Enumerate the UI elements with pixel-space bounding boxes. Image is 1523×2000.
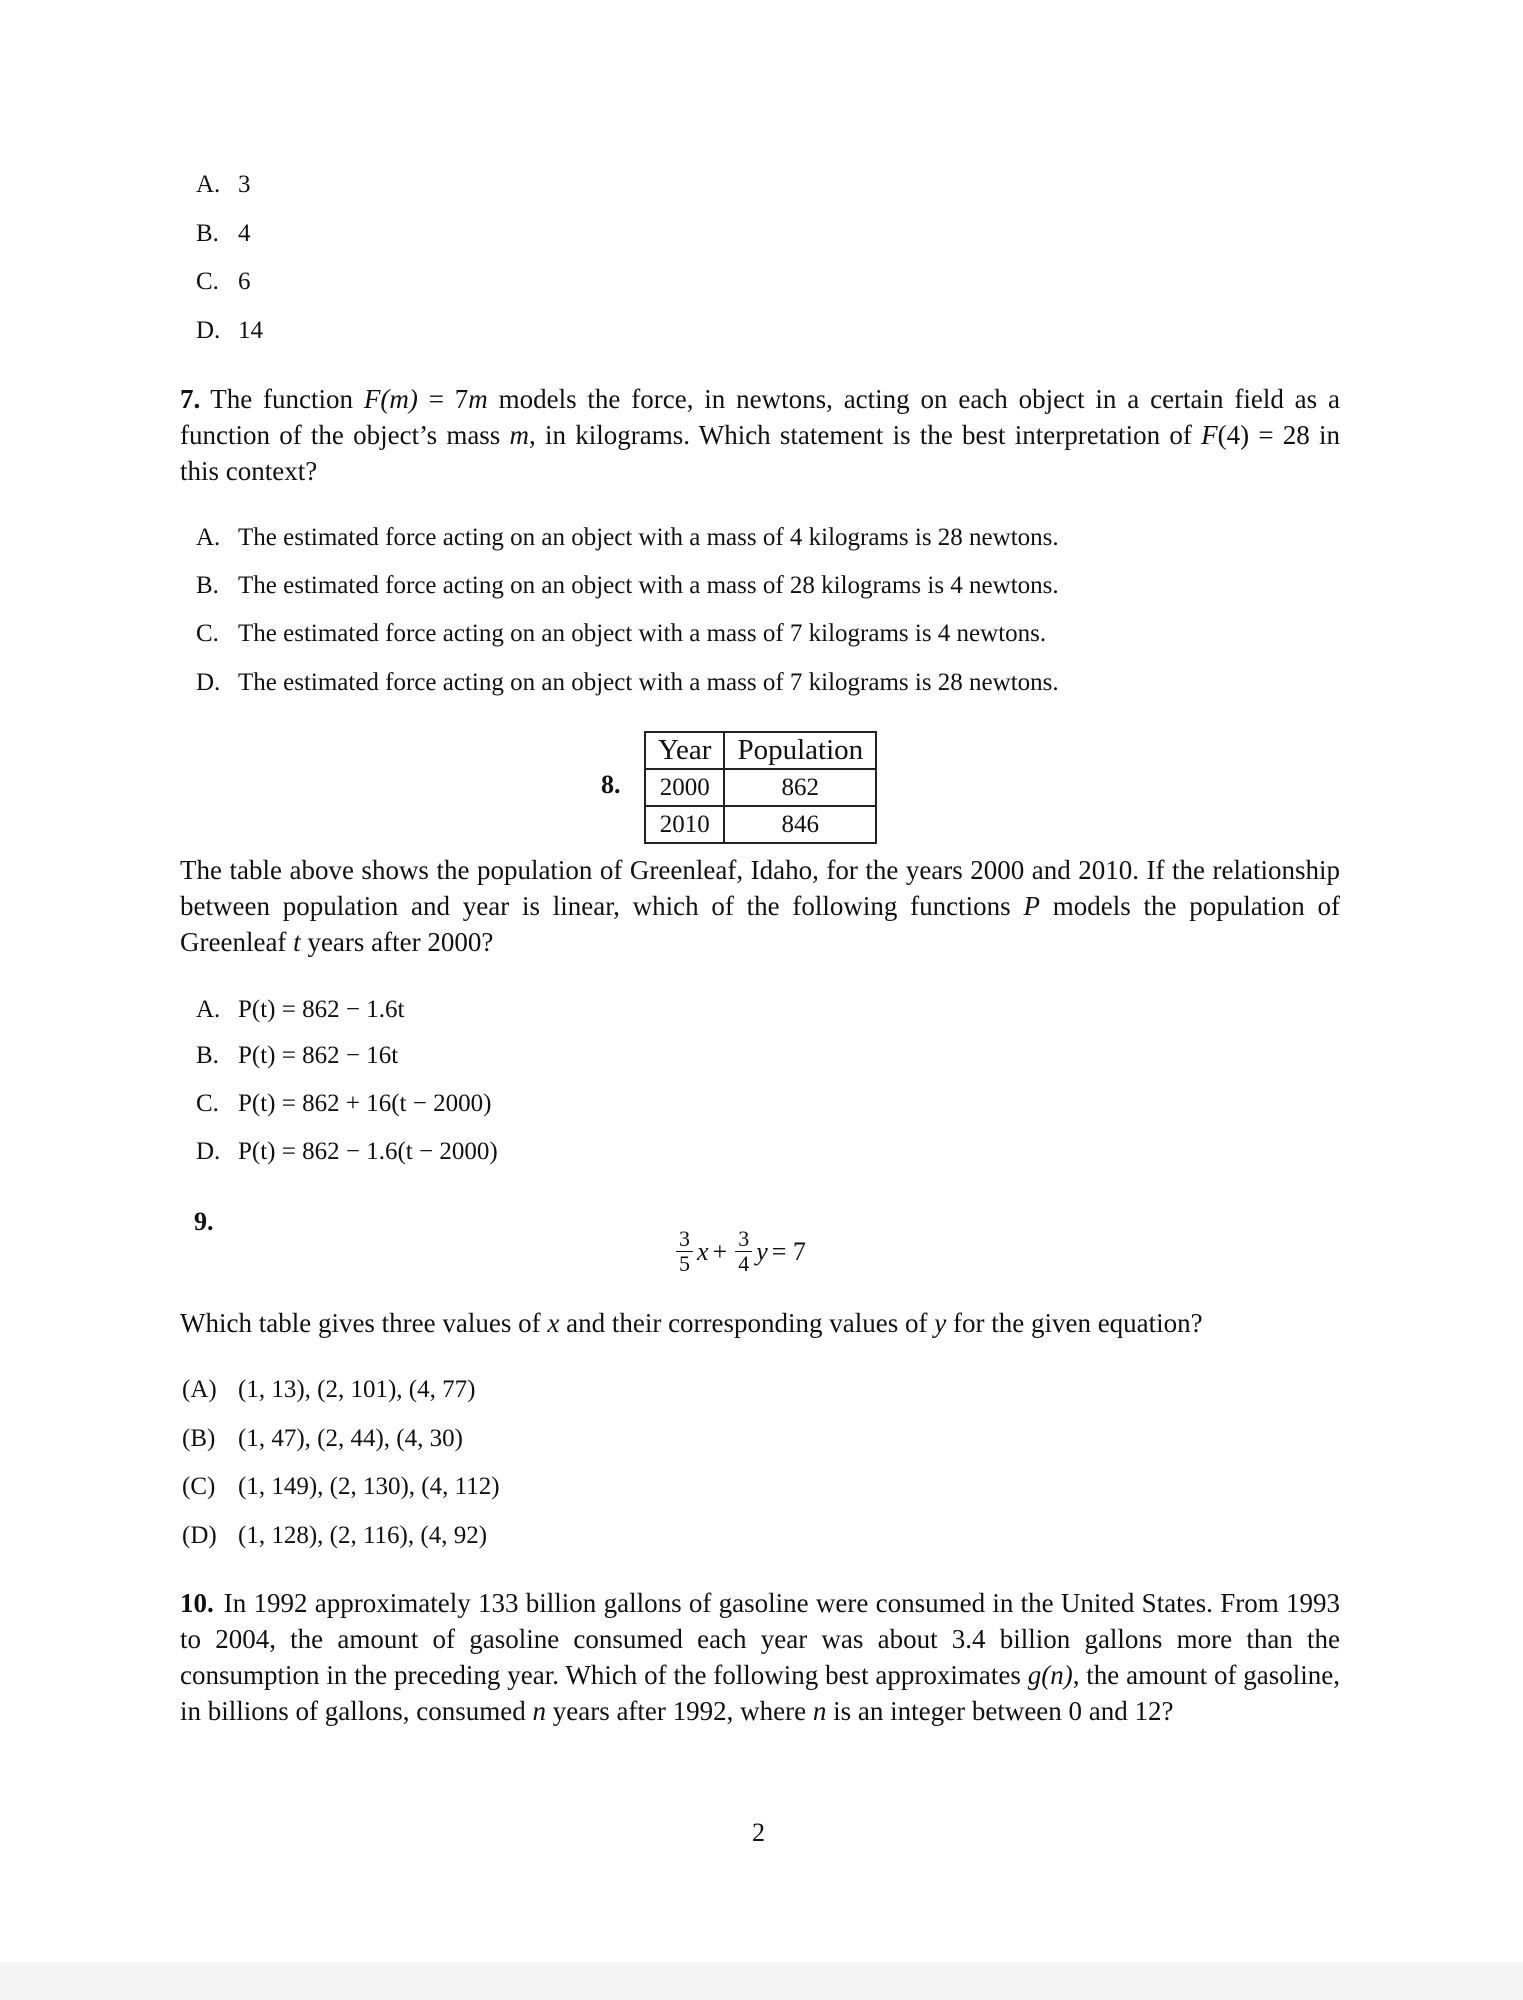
text-run: Which table gives three values of — [180, 1308, 548, 1338]
math-function: g(n) — [1027, 1660, 1073, 1690]
option-text: P(t) = 862 − 1.6(t − 2000) — [238, 1138, 498, 1165]
math-variable: y — [934, 1308, 947, 1338]
math-variable: P — [1023, 891, 1040, 921]
option-text: (1, 149), (2, 130), (4, 112) — [238, 1473, 500, 1500]
q6-option-a — [196, 170, 251, 200]
text-run: years after 2000? — [300, 927, 494, 957]
option-text: (1, 47), (2, 44), (4, 30) — [238, 1425, 463, 1452]
option-letter: B. — [196, 1042, 219, 1069]
question-9-text — [180, 1305, 1340, 1341]
text-run: , the amount of gasoline, in billions of gallons, consumed — [180, 1660, 1340, 1726]
question-number: 7. — [180, 384, 201, 414]
option-letter: (B) — [182, 1425, 216, 1452]
question-9-number: 9. — [194, 1207, 214, 1236]
math-function: F — [1201, 420, 1218, 450]
math-operator: + — [712, 1236, 728, 1266]
option-text: The estimated force acting on an object with a mass of 7 kilograms is 28 newtons. — [238, 669, 1059, 696]
option-letter: C. — [196, 1090, 219, 1117]
option-letter: B. — [196, 572, 219, 599]
text-run: The table above shows the population of Greenleaf, Idaho, for the years 2000 and 2010. If the relationship between population and year is linear, which of the following functions — [180, 855, 1340, 921]
option-letter: C. — [196, 620, 219, 647]
text-run: models the force, in newtons, acting on each object in a certain field as a function of the object’s mass — [180, 384, 1340, 450]
q6-option-c — [196, 267, 251, 297]
text-run: = 7 — [417, 384, 469, 414]
option-letter: A. — [196, 996, 221, 1023]
option-letter: (A) — [182, 1376, 217, 1403]
page-number: 2 — [752, 1818, 765, 1847]
q8-option-d — [196, 1137, 498, 1167]
option-letter: C. — [196, 268, 219, 295]
text-run: In 1992 approximately 133 billion gallons of gasoline were consumed in the United States. From 1993 to 2004, the amount of gasoline consumed each year was about 3.4 billion gallons more than the consumption in the preceding year. Which of the following best approximates — [180, 1588, 1340, 1690]
table-cell: 846 — [724, 806, 876, 843]
table-header-row — [645, 732, 876, 769]
fraction — [735, 1227, 752, 1276]
option-letter: D. — [196, 317, 221, 344]
question-9-equation — [672, 1227, 810, 1276]
option-text: P(t) = 862 − 16t — [238, 1042, 399, 1069]
option-letter: B. — [196, 220, 219, 247]
population-table — [644, 731, 877, 844]
math-variable: m — [509, 420, 530, 450]
q8-option-b — [196, 1041, 398, 1071]
fraction-numerator: 3 — [735, 1227, 752, 1252]
viewer-bottom-strip — [0, 1962, 1523, 2000]
table-row — [645, 769, 876, 806]
option-text: The estimated force acting on an object with a mass of 7 kilograms is 4 newtons. — [238, 620, 1047, 647]
table-cell: 2010 — [645, 806, 724, 843]
q7-option-c — [196, 619, 1046, 649]
text-run: for the given equation? — [946, 1308, 1203, 1338]
q7-option-a — [196, 523, 1059, 553]
table-header-cell: Population — [724, 732, 876, 769]
text-run: and their corresponding values of — [559, 1308, 935, 1338]
question-10-text — [180, 1585, 1340, 1729]
q9-option-b — [182, 1424, 463, 1454]
option-text: 3 — [238, 171, 251, 198]
question-8-text — [180, 852, 1340, 960]
option-text: (1, 13), (2, 101), (4, 77) — [238, 1376, 476, 1403]
option-text: 6 — [238, 268, 251, 295]
option-letter: (D) — [182, 1522, 217, 1549]
q6-option-b — [196, 219, 251, 249]
option-letter: A. — [196, 524, 221, 551]
option-text: 14 — [238, 317, 263, 344]
q8-option-c — [196, 1089, 491, 1119]
math-variable: n — [532, 1696, 546, 1726]
option-text: 4 — [238, 220, 251, 247]
q6-option-d — [196, 316, 263, 346]
q7-option-d — [196, 668, 1059, 698]
fraction-numerator: 3 — [676, 1227, 693, 1252]
table-cell: 2000 — [645, 769, 724, 806]
question-7-text — [180, 381, 1340, 489]
text-run: The function — [210, 384, 364, 414]
math-variable: x — [547, 1308, 560, 1338]
option-text: The estimated force acting on an object with a mass of 4 kilograms is 28 newtons. — [238, 524, 1059, 551]
question-number: 10. — [180, 1588, 214, 1618]
fraction — [676, 1227, 693, 1276]
option-letter: (C) — [182, 1473, 216, 1500]
text-run: models the population of Greenleaf — [180, 891, 1340, 957]
table-cell: 862 — [724, 769, 876, 806]
text-run: years after 1992, where — [545, 1696, 813, 1726]
option-text: (1, 128), (2, 116), (4, 92) — [238, 1522, 488, 1549]
text-run: is an integer between 0 and 12? — [826, 1696, 1174, 1726]
option-letter: D. — [196, 1138, 221, 1165]
table-row — [645, 806, 876, 843]
math-variable: n — [812, 1696, 827, 1726]
math-function: F(m) — [363, 384, 418, 414]
table-header-cell: Year — [645, 732, 724, 769]
text-run: (4) = 28 in this context? — [180, 420, 1341, 486]
question-8-number: 8. — [601, 770, 621, 799]
math-variable: t — [293, 927, 301, 957]
option-text: The estimated force acting on an object with a mass of 28 kilograms is 4 newtons. — [238, 572, 1059, 599]
option-letter: D. — [196, 669, 221, 696]
math-variable: x — [697, 1236, 709, 1266]
option-text: P(t) = 862 − 1.6t — [238, 996, 405, 1023]
math-rhs: = 7 — [771, 1236, 806, 1266]
q9-option-a — [182, 1375, 475, 1405]
q7-option-b — [196, 571, 1059, 601]
q8-option-a — [196, 995, 404, 1025]
fraction-denominator: 4 — [738, 1251, 750, 1276]
option-letter: A. — [196, 171, 221, 198]
q9-option-d — [182, 1521, 487, 1551]
math-variable: m — [468, 384, 488, 414]
math-variable: y — [756, 1236, 768, 1266]
fraction-denominator: 5 — [679, 1251, 690, 1276]
text-run: , in kilograms. Which statement is the best interpretation of — [529, 420, 1202, 450]
option-text: P(t) = 862 + 16(t − 2000) — [238, 1090, 492, 1117]
q9-option-c — [182, 1472, 500, 1502]
